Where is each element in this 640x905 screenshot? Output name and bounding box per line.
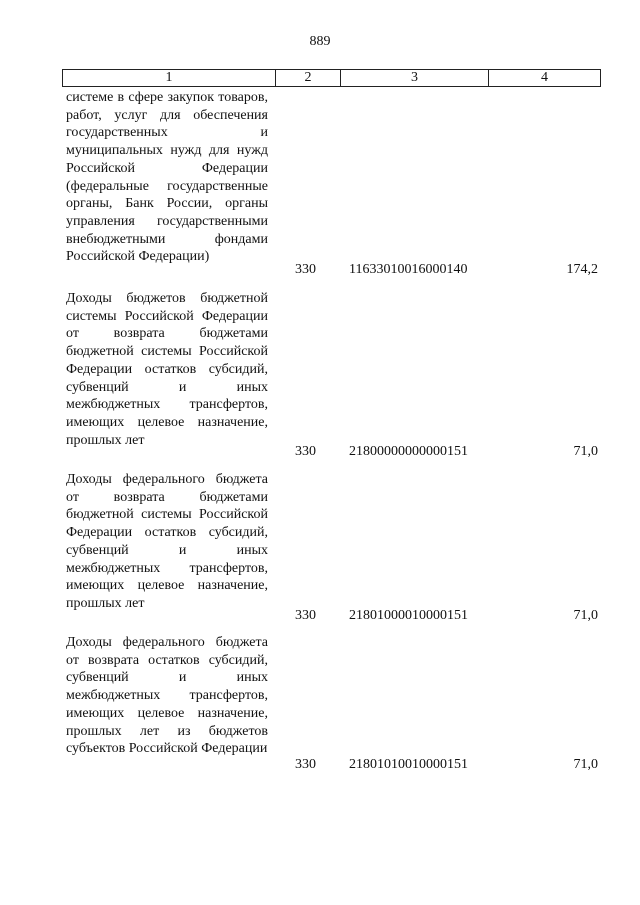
row-admin-code: 330 — [295, 608, 316, 623]
header-col-4: 4 — [541, 70, 548, 85]
header-col-1: 1 — [63, 70, 276, 86]
table-row — [62, 290, 601, 465]
row-name: Доходы федерального бюджета от возврата бюджетами бюджетной системы Российской Федерации остатков субсидий, субвенций и иных межбюджетных трансфертов, имеющих целевое назначение, прошлых лет — [66, 472, 268, 611]
row-admin-code: 330 — [295, 757, 316, 772]
row-amount: 71,0 — [573, 444, 598, 459]
table-row — [62, 89, 601, 279]
row-code: 21800000000000151 — [349, 444, 468, 459]
row-amount: 71,0 — [573, 757, 598, 772]
header-col-2: 2 — [276, 70, 341, 86]
row-code: 21801010010000151 — [349, 757, 468, 772]
row-code: 11633010016000140 — [349, 262, 468, 277]
table-row — [62, 471, 601, 631]
row-name: Доходы бюджетов бюджетной системы Российской Федерации от возврата бюджетами бюджетной системы Российской Федерации остатков субсидий, субвенций и иных межбюджетных трансфертов, имеющих целевое назначение, прошлых лет — [66, 291, 268, 448]
row-admin-code: 330 — [295, 262, 316, 277]
row-code: 21801000010000151 — [349, 608, 468, 623]
row-name: системе в сфере закупок товаров, работ, услуг для обеспечения государственных и муниципальных нужд для нужд Российской Федерации (федеральные государственные органы, Банк России, органы управления государственными внебюджетными фондами Российской Федерации) — [66, 90, 268, 265]
row-name: Доходы федерального бюджета от возврата остатков субсидий, субвенций и иных межбюджетных трансфертов, имеющих целевое назначение, прошлых лет из бюджетов субъектов Российской Федерации — [66, 635, 268, 757]
table-row — [62, 634, 601, 779]
table-header — [62, 69, 601, 87]
row-admin-code: 330 — [295, 444, 316, 459]
row-amount: 71,0 — [573, 608, 598, 623]
row-amount: 174,2 — [566, 262, 598, 277]
page-number: 889 — [309, 34, 331, 49]
header-col-3: 3 — [341, 70, 489, 86]
